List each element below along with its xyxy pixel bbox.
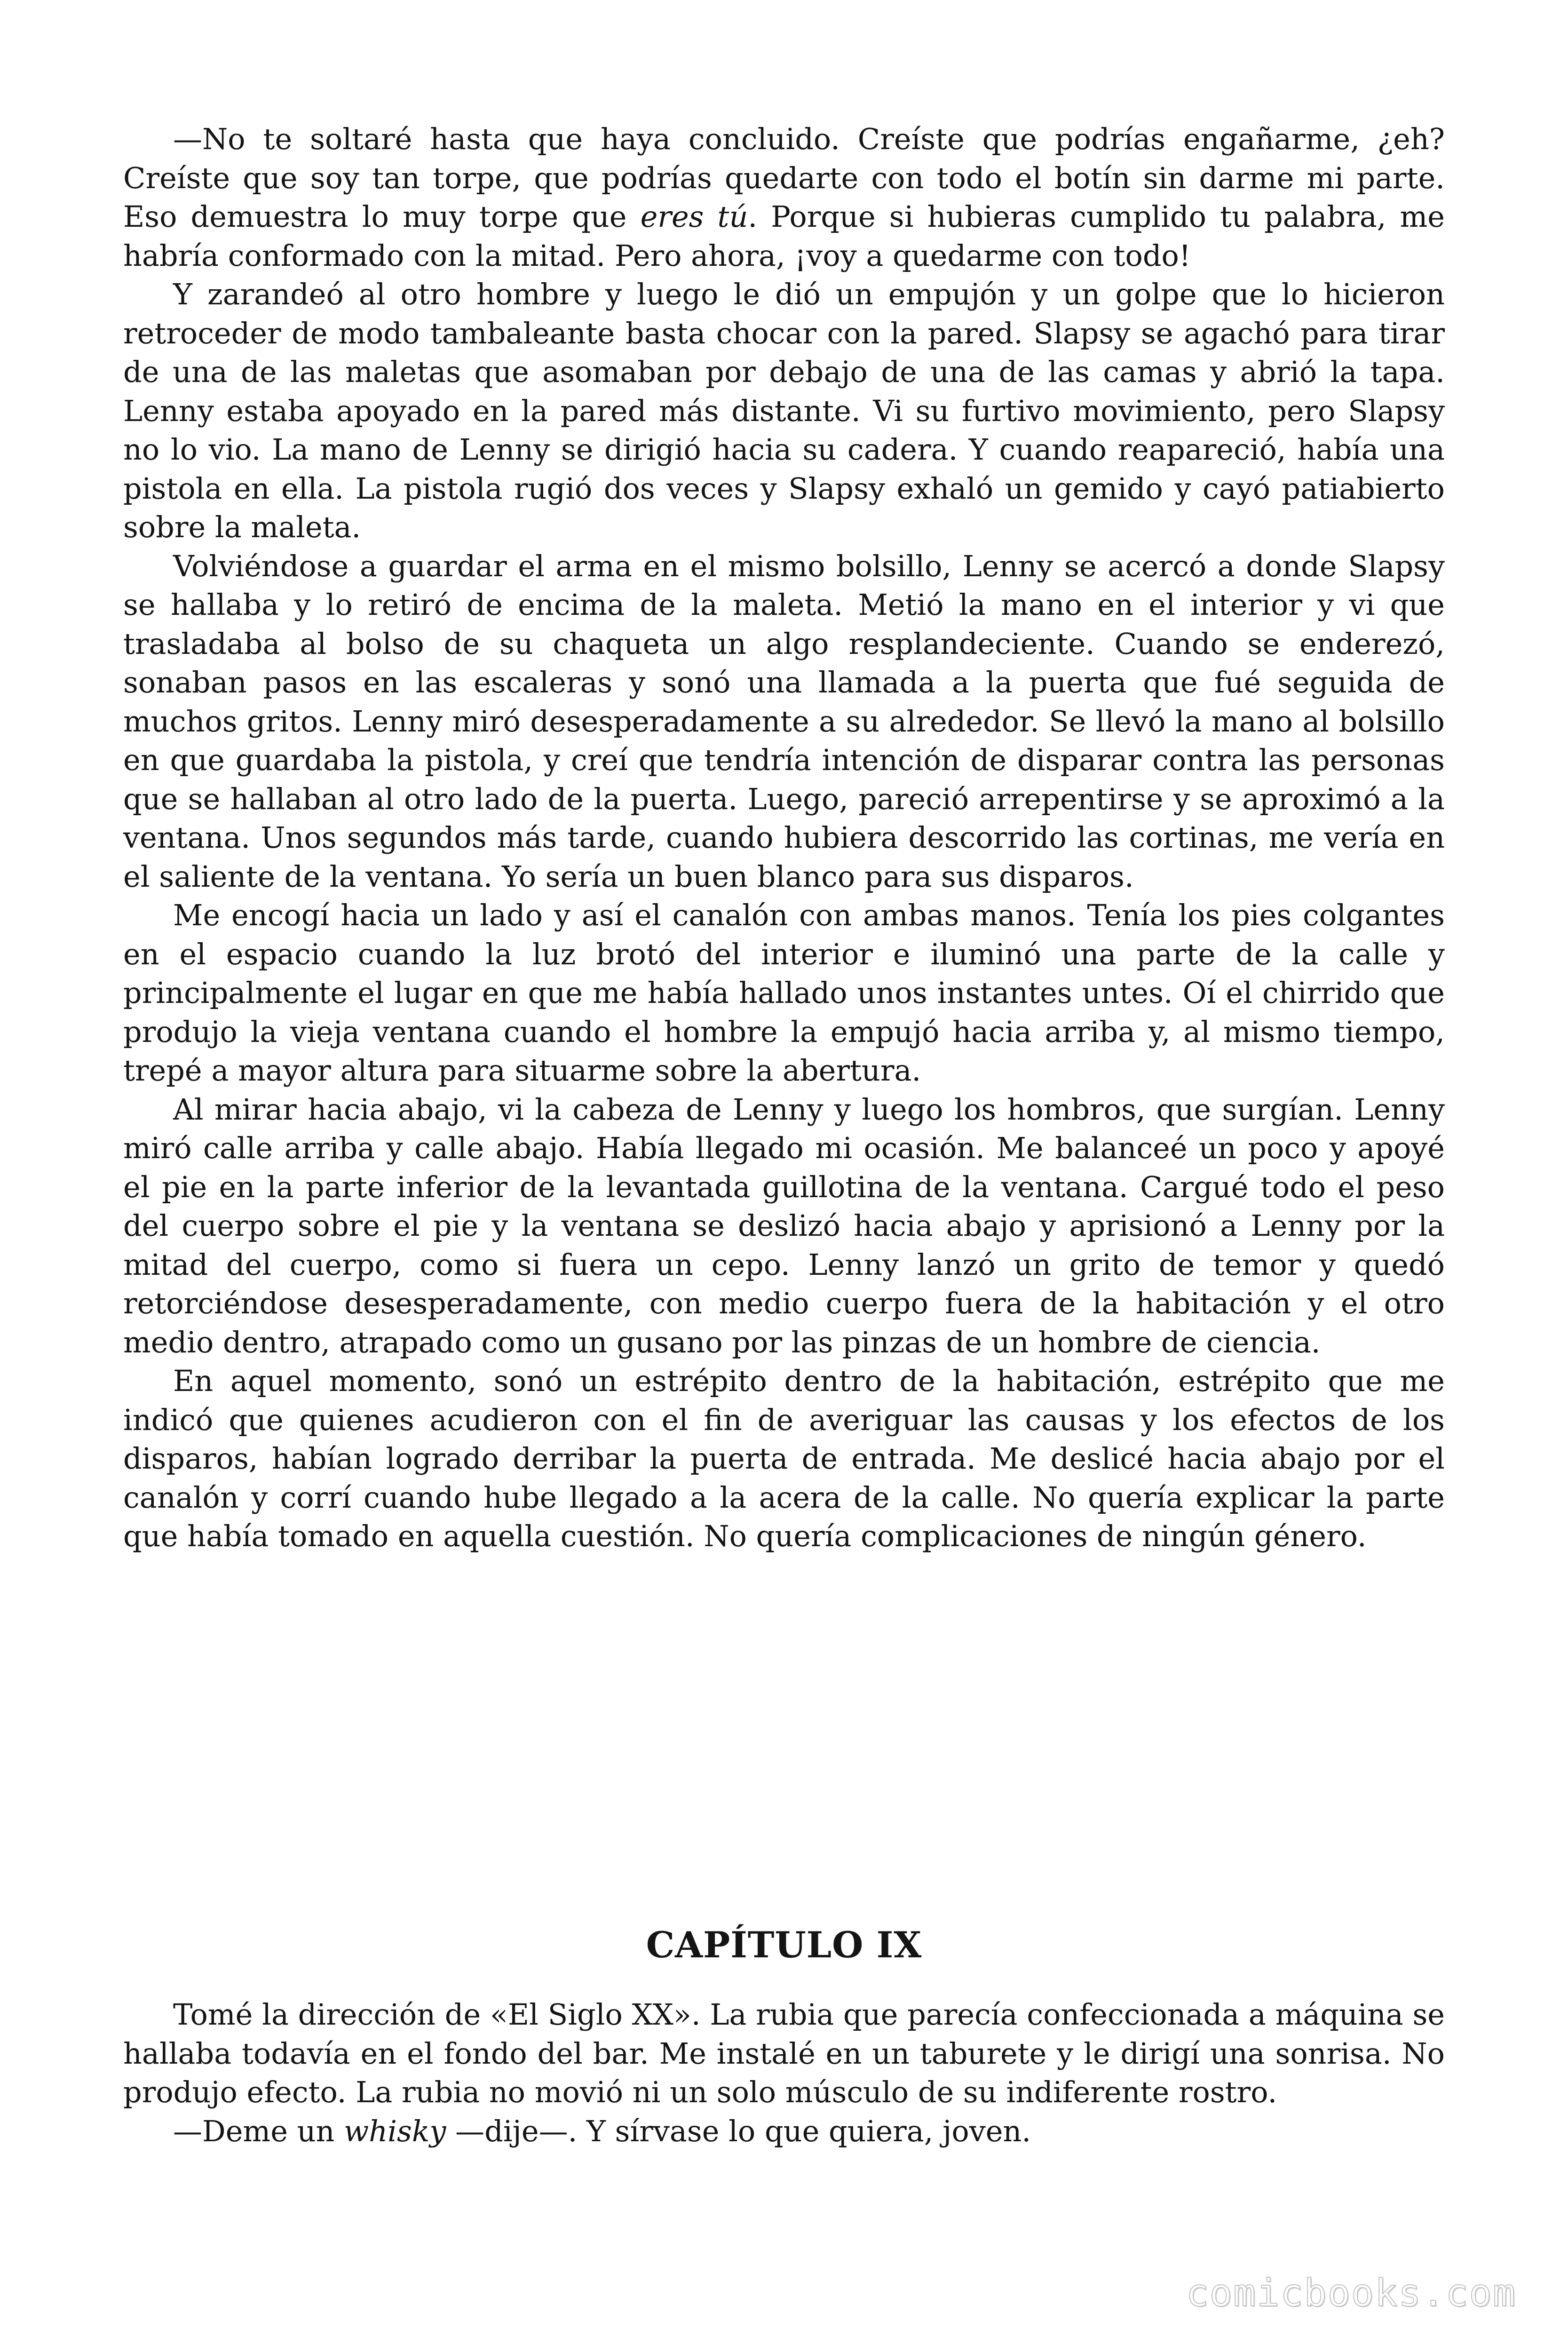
body-text-section-2 <box>123 1995 1445 2151</box>
paragraph-2: Y zarandeó al otro hombre y luego le dió un empujón y un golpe que lo hicieron retroceder de modo tambaleante basta chocar con la pared. Slapsy se agachó para tirar de una de las maletas que asomaban por debajo de una de las camas y abrió la tapa. Lenny estaba apoyado en la pared más distante. Vi su furtivo movimiento, pero Slapsy no lo vio. La mano de Lenny se dirigió hacia su cadera. Y cuando reapareció, había una pistola en ella. La pistola rugió dos veces y Slapsy exhaló un gemido y cayó patiabierto sobre la maleta. <box>123 277 1445 544</box>
paragraph-3: Volviéndose a guardar el arma en el mismo bolsillo, Lenny se acercó a donde Slapsy se hallaba y lo retiró de encima de la maleta. Metió la mano en el interior y vi que trasladaba al bolso de su chaqueta un algo resplandeciente. Cuando se enderezó, sonaban pasos en las escaleras y sonó una llamada a la puerta que fué seguida de muchos gritos. Lenny miró desesperadamente a su alrededor. Se llevó la mano al bolsillo en que guardaba la pistola, y creí que tendría intención de disparar contra las personas que se hallaban al otro lado de la puerta. Luego, pareció arrepentirse y se aproximó a la ventana. Unos segundos más tarde, cuando hubiera descorrido las cortinas, me vería en el saliente de la ventana. Yo sería un buen blanco para sus disparos. <box>123 548 1445 894</box>
body-text-section-1 <box>123 120 1445 1556</box>
paragraph-5: Al mirar hacia abajo, vi la cabeza de Lenny y luego los hombros, que surgían. Lenny miró calle arriba y calle abajo. Había llegado mi ocasión. Me balanceé un poco y apoyé el pie en la parte inferior de la levantada guillotina de la ventana. Cargué todo el peso del cuerpo sobre el pie y la ventana se deslizó hacia abajo y aprisionó a Lenny por la mitad del cuerpo, como si fuera un cepo. Lenny lanzó un grito de temor y quedó retorciéndose desesperadamente, con medio cuerpo fuera de la habitación y el otro medio dentro, atrapado como un gusano por las pinzas de un hombre de ciencia. <box>123 1092 1445 1359</box>
chapter-heading: CAPÍTULO IX <box>646 1924 922 1966</box>
paragraph-1-text: —No te soltaré hasta que haya concluido. Creíste que podrías engañarme, ¿eh? Creíste que soy tan torpe, que podrías quedarte con todo el botín sin darme mi parte. Eso demuestra lo muy torpe que <box>123 122 1445 234</box>
chapter-paragraph-1: Tomé la dirección de «El Siglo XX». La rubia que parecía confeccionada a máquina se hallaba todavía en el fondo del bar. Me instalé en un taburete y le dirigí una sonrisa. No produjo efecto. La rubia no movió ni un solo músculo de su indiferente rostro. <box>123 1997 1445 2109</box>
paragraph-1-tail: . Porque si hubieras cumplido tu palabra, me habría conformado con la mitad. Pero ahora, ¡voy a quedarme con todo! <box>123 199 1445 273</box>
dialogue-start: —Deme un <box>173 2114 344 2148</box>
dialogue-italic: whisky <box>344 2114 446 2148</box>
paragraph-1-italic: eres tú <box>640 199 748 234</box>
site-watermark: comicbooks.com <box>1186 2271 1516 2315</box>
dialogue-end: —dije—. Y sírvase lo que quiera, joven. <box>446 2114 1031 2148</box>
paragraph-6: En aquel momento, sonó un estrépito dentro de la habitación, estrépito que me indicó que quienes acudieron con el fin de averiguar las causas y los efectos de los disparos, habían logrado derribar la puerta de entrada. Me deslicé hacia abajo por el canalón y corrí cuando hube llegado a la acera de la calle. No quería explicar la parte que había tomado en aquella cuestión. No quería complicaciones de ningún género. <box>123 1364 1445 1553</box>
chapter-dialogue <box>123 2112 1445 2151</box>
paragraph-4: Me encogí hacia un lado y así el canalón con ambas manos. Tenía los pies colgantes en el espacio cuando la luz brotó del interior e iluminó una parte de la calle y principalmente el lugar en que me había hallado unos instantes untes. Oí el chirrido que produjo la vieja ventana cuando el hombre la empujó hacia arriba y, al mismo tiempo, trepé a mayor altura para situarme sobre la abertura. <box>123 898 1445 1088</box>
paragraph-1 <box>123 120 1445 275</box>
